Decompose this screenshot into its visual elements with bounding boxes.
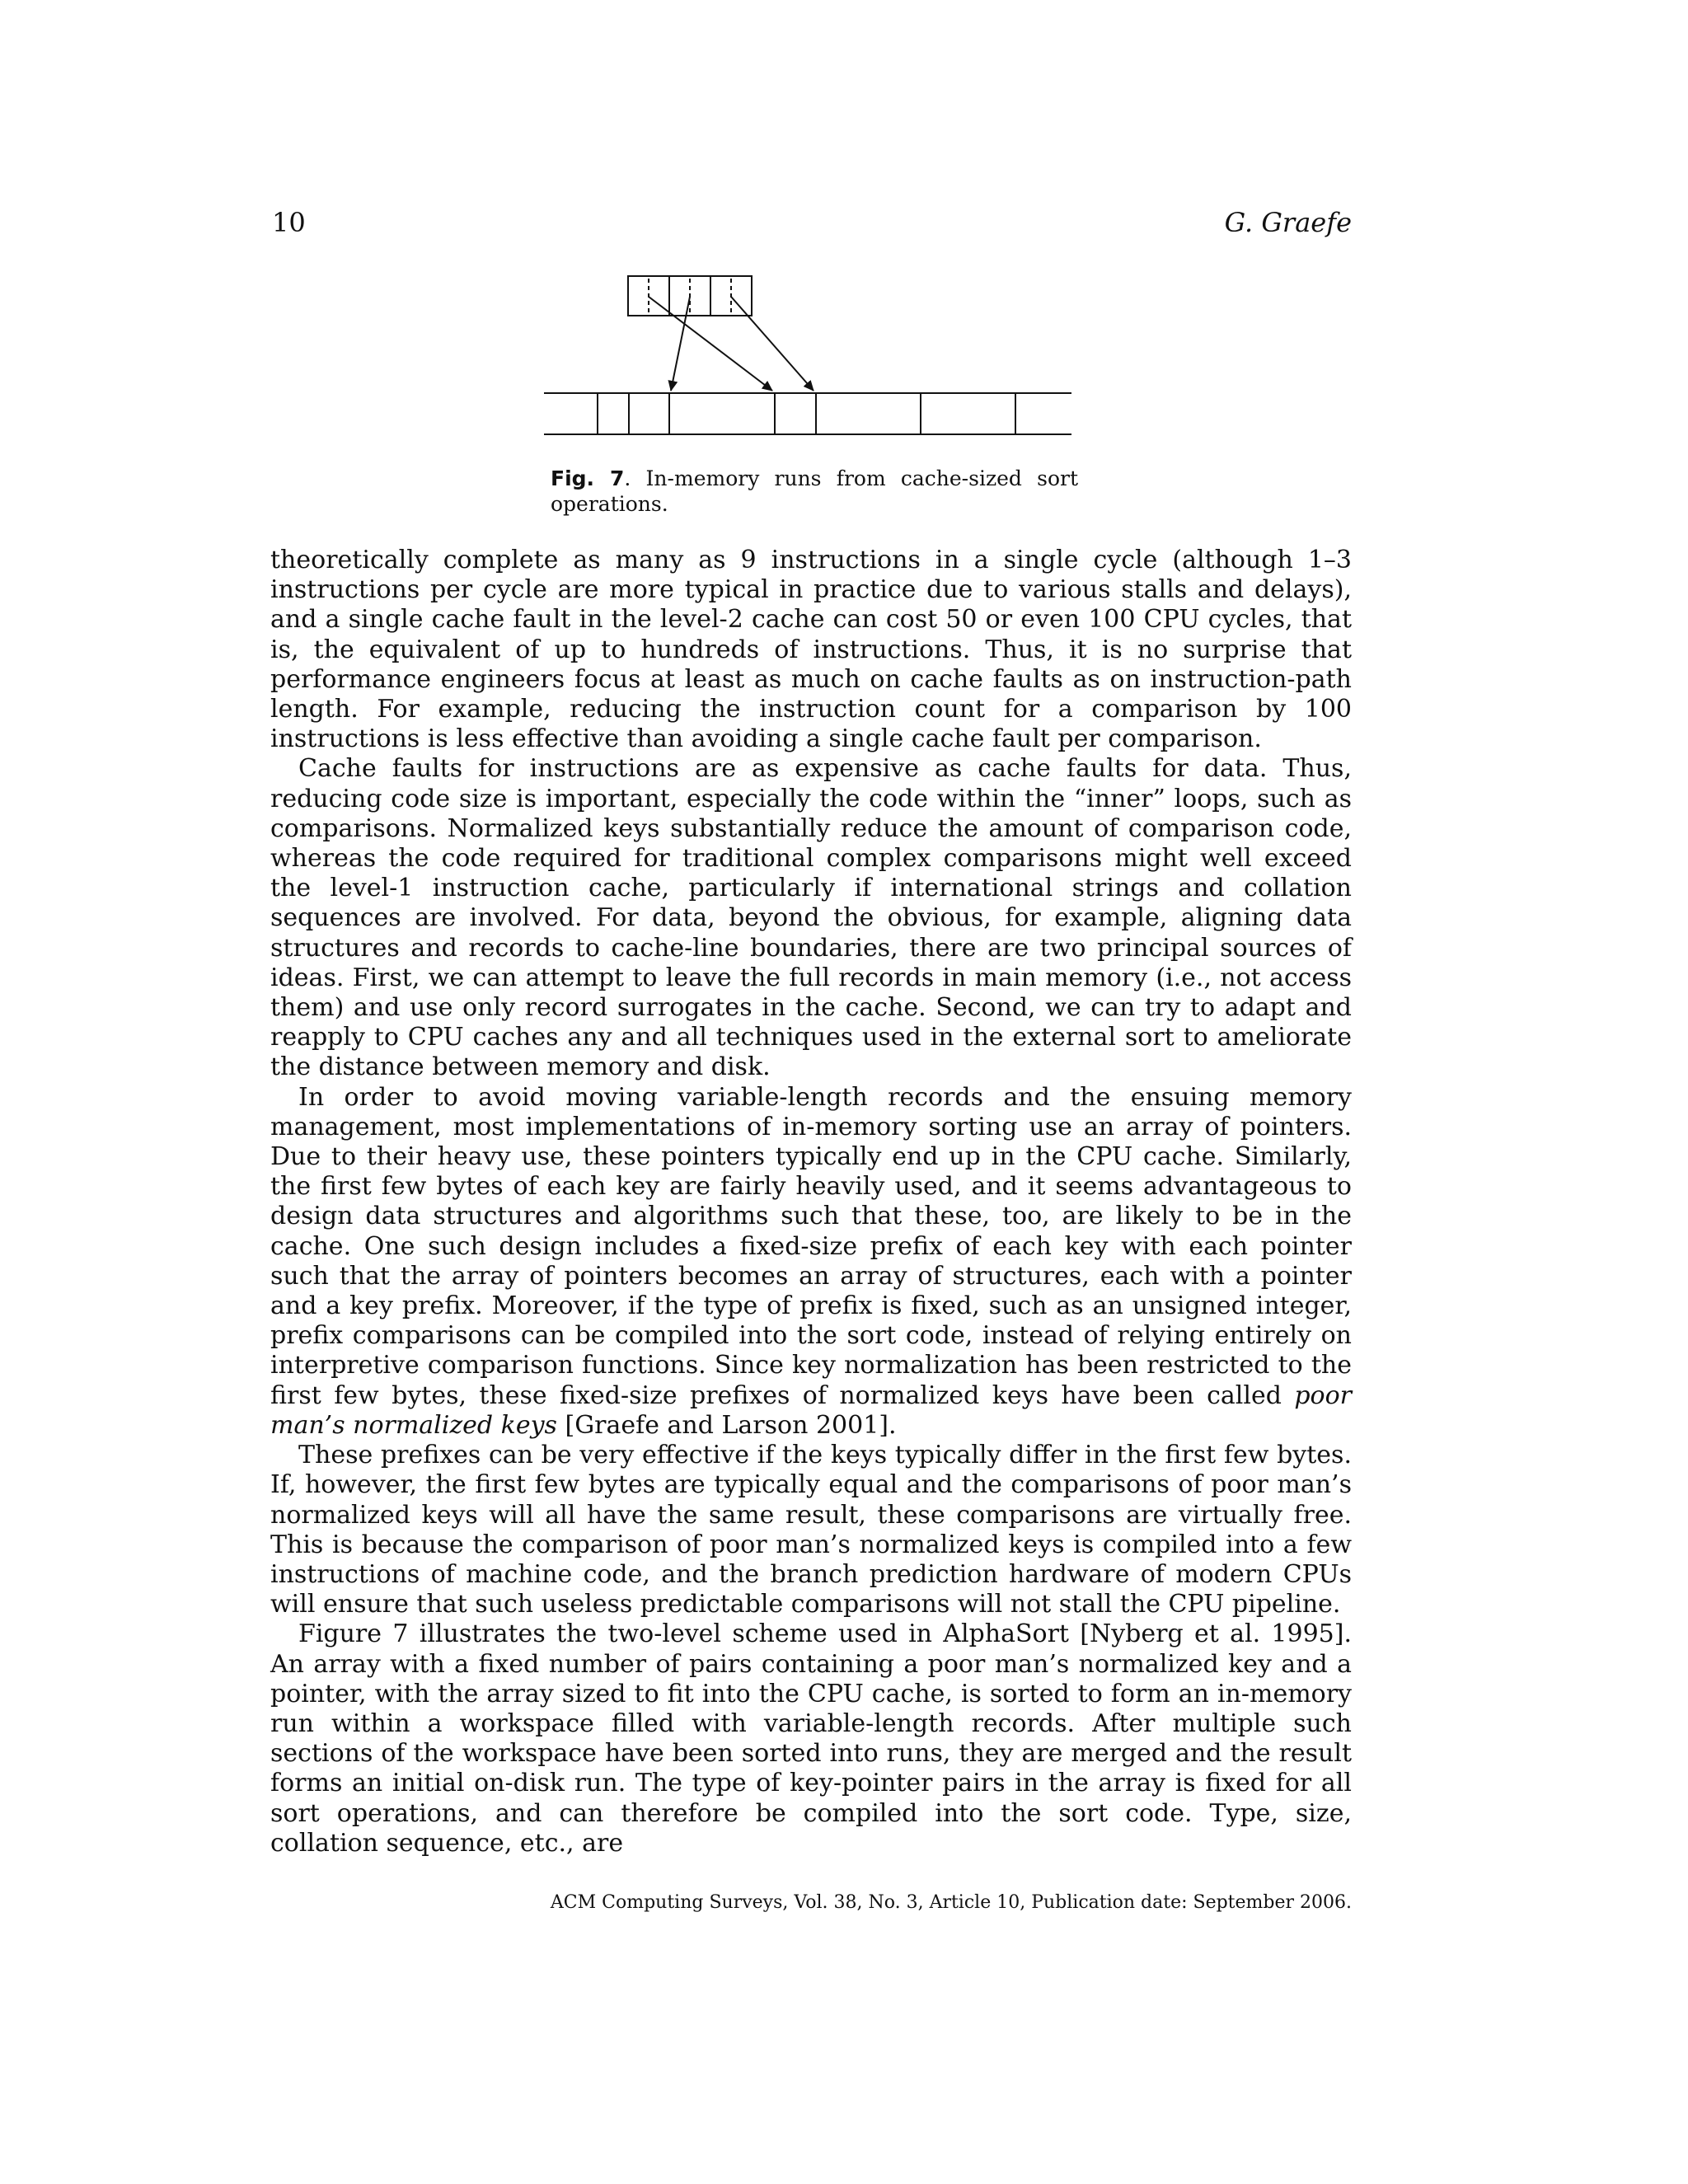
figure-caption	[551, 466, 1078, 517]
figure-label: Fig. 7	[551, 466, 625, 490]
paragraph: theoretically complete as many as 9 instructions in a single cycle (although 1–3 instructions per cycle are more typical in practice due to various stalls and delays), and a single cache fault in the level-2 cache can cost 50 or even 100 CPU cycles, that is, the equivalent of up to hundreds of instructions. Thus, it is no surprise that performance engineers focus at least as much on cache faults as on instruction-path length. For example, reducing the instruction count for a comparison by 100 instructions is less effective than avoiding a single cache fault per comparison.	[270, 546, 1352, 754]
paragraph: Cache faults for instructions are as expensive as cache faults for data. Thus, reducing code size is important, especially the code within the “inner” loops, such as comparisons. Normalized keys substantially reduce the amount of comparison code, whereas the code required for traditional complex comparisons might well exceed the level-1 instruction cache, particularly if international strings and collation sequences are involved. For data, beyond the obvious, for example, aligning data structures and records to cache-line boundaries, there are two principal sources of ideas. First, we can attempt to leave the full records in main memory (i.e., not access them) and use only record surrogates in the cache. Second, we can try to adapt and reapply to CPU caches any and all techniques used in the external sort to ameliorate the distance between memory and disk.	[270, 754, 1352, 1082]
pointer-arrow	[671, 297, 690, 391]
figure-7-svg	[544, 272, 1088, 445]
paragraph	[270, 1083, 1352, 1441]
running-head-author: G. Graefe	[1224, 207, 1352, 238]
key-pointer-array	[628, 276, 752, 316]
italic-term: poor man’s normalized keys	[270, 1380, 1352, 1440]
record-workspace	[544, 393, 1071, 434]
body-text	[270, 546, 1352, 1858]
footer-citation: ACM Computing Surveys, Vol. 38, No. 3, Article 10, Publication date: September 2006.	[550, 1892, 1352, 1913]
figure-caption-text: . In-memory runs from cache-sized sort operations.	[551, 466, 1078, 516]
paragraph: These prefixes can be very effective if the keys typically differ in the first few bytes. If, however, the first few bytes are typically equal and the comparisons of poor man’s normalized keys will all have the same result, these comparisons are virtually free. This is because the comparison of poor man’s normalized keys is compiled into a few instructions of machine code, and the branch prediction hardware of modern CPUs will ensure that such useless predictable comparisons will not stall the CPU pipeline.	[270, 1441, 1352, 1619]
pointer-arrow	[731, 297, 814, 391]
paragraph: Figure 7 illustrates the two-level scheme used in AlphaSort [Nyberg et al. 1995]. An array with a fixed number of pairs containing a poor man’s normalized key and a pointer, with the array sized to fit into the CPU cache, is sorted to form an in-memory run within a workspace filled with variable-length records. After multiple such sections of the workspace have been sorted into runs, they are merged and the result forms an initial on-disk run. The type of key-pointer pairs in the array is fixed for all sort operations, and can therefore be compiled into the sort code. Type, size, collation sequence, etc., are	[270, 1619, 1352, 1858]
paragraph-text: [Graefe and Larson 2001].	[556, 1410, 897, 1440]
paragraph-text: In order to avoid moving variable-length records and the ensuing memory management, most implementations of in-memory sorting use an array of pointers. Due to their heavy use, these pointers typically end up in the CPU cache. Similarly, the first few bytes of each key are fairly heavily used, and it seems advantageous to design data structures and algorithms such that these, too, are likely to be in the cache. One such design includes a fixed-size prefix of each key with each pointer such that the array of pointers becomes an array of structures, each with a pointer and a key prefix. Moreover, if the type of prefix is fixed, such as an unsigned integer, prefix comparisons can be compiled into the sort code, instead of relying entirely on interpretive comparison functions. Since key normalization has been restricted to the first few bytes, these fixed-size prefixes of normalized keys have been called	[270, 1082, 1352, 1410]
page-number: 10	[272, 207, 306, 238]
figure-7-diagram	[544, 272, 1088, 445]
